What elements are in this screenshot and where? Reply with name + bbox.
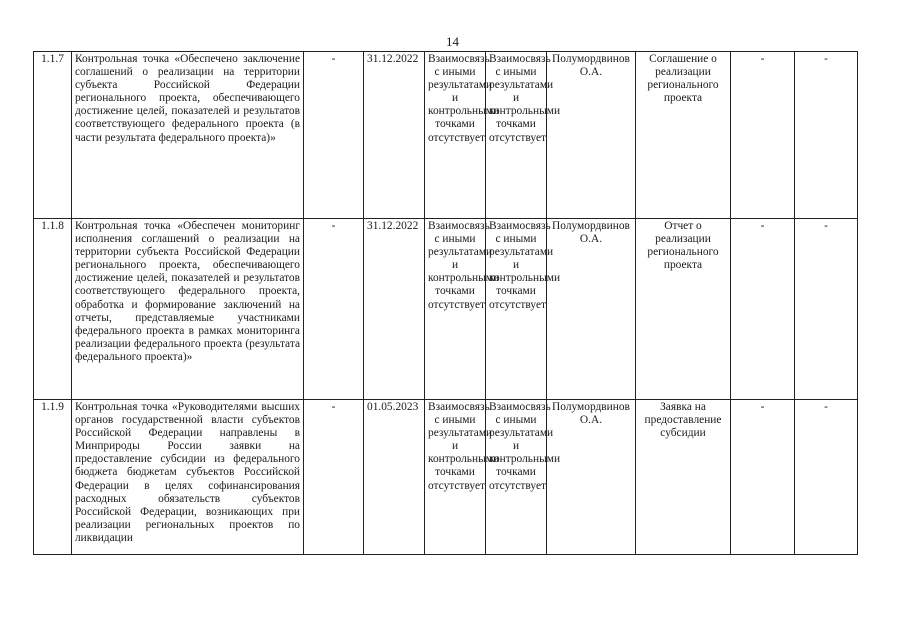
start-date: - [304, 219, 364, 400]
start-date: - [304, 52, 364, 219]
row-number: 1.1.8 [34, 219, 72, 400]
control-point-description: Контрольная точка «Обеспечено заключение соглашений о реализации на территории субъекта Российской Федерации регионального проекта, обеспечивающего достижение целей, показателей и результатов соответствующего федерального проекта (в части результата федерального проекта)» [72, 52, 304, 219]
successors: Взаимосвязь с иными результатами и контрольными точками отсутствует [486, 219, 547, 400]
control-point-description: Контрольная точка «Обеспечен мониторинг исполнения соглашений о реализации на территории субъекта Российской Федерации регионального проекта, обеспечивающего достижение целей, показателей и результатов соответствующего федерального проекта, обработка и формирование заключений на отчеты, представляемые участниками федерального проекта в рамках мониторинга реализации федерального проекта (результата федерального проекта)» [72, 219, 304, 400]
result-document: Отчет о реализации регионального проекта [636, 219, 731, 400]
table-row [34, 400, 858, 555]
table-row [34, 52, 858, 219]
info-system-value: - [795, 52, 858, 219]
info-system-value: - [795, 219, 858, 400]
row-number: 1.1.9 [34, 400, 72, 555]
result-document: Соглашение о реализации регионального проекта [636, 52, 731, 219]
end-date: 31.12.2022 [364, 219, 425, 400]
predecessors: Взаимосвязь с иными результатами и контрольными точками отсутствует [425, 219, 486, 400]
start-date: - [304, 400, 364, 555]
responsible-person: Полумордвинов О.А. [547, 400, 636, 555]
successors: Взаимосвязь с иными результатами и контрольными точками отсутствует [486, 52, 547, 219]
responsible-person: Полумордвинов О.А. [547, 219, 636, 400]
result-document: Заявка на предоставление субсидии [636, 400, 731, 555]
predecessors: Взаимосвязь с иными результатами и контрольными точками отсутствует [425, 52, 486, 219]
page-number: 14 [446, 34, 459, 49]
level-value: - [731, 52, 795, 219]
end-date: 31.12.2022 [364, 52, 425, 219]
row-number: 1.1.7 [34, 52, 72, 219]
predecessors: Взаимосвязь с иными результатами и контрольными точками отсутствует [425, 400, 486, 555]
end-date: 01.05.2023 [364, 400, 425, 555]
level-value: - [731, 400, 795, 555]
responsible-person: Полумордвинов О.А. [547, 52, 636, 219]
table-row [34, 219, 858, 400]
successors: Взаимосвязь с иными результатами и контрольными точками отсутствует [486, 400, 547, 555]
control-point-description: Контрольная точка «Руководителями высших органов государственной власти субъектов Российской Федерации направлены в Минприроды России заявки на предоставление субсидии из федерального бюджета бюджетам субъектов Российской Федерации в целях софинансирования расходных обязательств субъектов Российской Федерации, возникающих при реализации региональных проектов по ликвидации [72, 400, 304, 555]
level-value: - [731, 219, 795, 400]
control-points-table [33, 51, 858, 555]
info-system-value: - [795, 400, 858, 555]
